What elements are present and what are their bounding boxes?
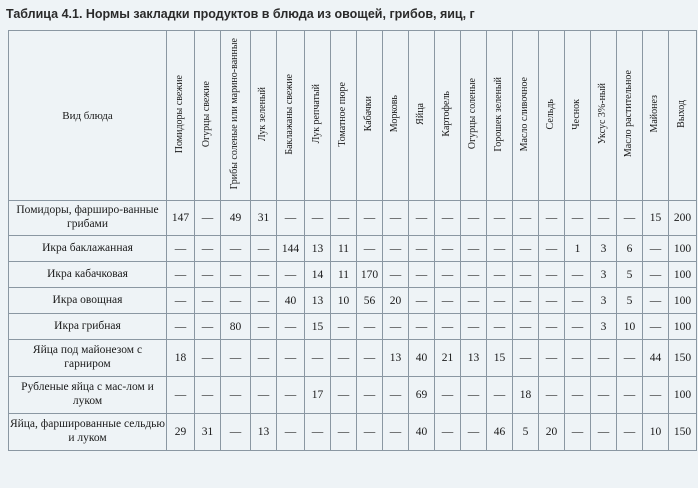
value-cell: —	[617, 377, 643, 414]
value-cell: —	[565, 314, 591, 340]
value-cell: —	[461, 262, 487, 288]
value-cell: —	[487, 377, 513, 414]
value-cell: 21	[435, 340, 461, 377]
value-cell: —	[591, 414, 617, 451]
value-cell: —	[643, 262, 669, 288]
value-cell: —	[513, 340, 539, 377]
value-cell: 11	[331, 236, 357, 262]
value-cell: —	[221, 414, 251, 451]
col-header-tomato-puree: Томатное пюре	[331, 31, 357, 201]
value-cell: —	[383, 201, 409, 236]
value-cell: —	[409, 288, 435, 314]
value-cell: —	[383, 236, 409, 262]
value-cell: —	[221, 262, 251, 288]
value-cell: —	[539, 201, 565, 236]
col-header-dish: Вид блюда	[9, 31, 167, 201]
value-cell: —	[487, 262, 513, 288]
value-cell: —	[195, 236, 221, 262]
value-cell: —	[305, 201, 331, 236]
value-cell: —	[357, 201, 383, 236]
value-cell: —	[195, 340, 221, 377]
value-cell: 15	[643, 201, 669, 236]
value-cell: —	[565, 340, 591, 377]
value-cell: 40	[277, 288, 305, 314]
col-header-cucumbers-salted: Огурцы соленые	[461, 31, 487, 201]
value-cell: —	[167, 262, 195, 288]
value-cell: —	[513, 314, 539, 340]
value-cell: —	[277, 314, 305, 340]
value-cell: —	[617, 201, 643, 236]
value-cell: 15	[487, 340, 513, 377]
value-cell: —	[221, 340, 251, 377]
value-cell: —	[539, 340, 565, 377]
value-cell: —	[513, 262, 539, 288]
value-cell: 46	[487, 414, 513, 451]
value-cell: 17	[305, 377, 331, 414]
value-cell: —	[435, 414, 461, 451]
value-cell: —	[167, 236, 195, 262]
value-cell: 3	[591, 236, 617, 262]
value-cell: 1	[565, 236, 591, 262]
table-row	[9, 340, 697, 377]
value-cell: 13	[461, 340, 487, 377]
value-cell: —	[435, 262, 461, 288]
value-cell: —	[277, 377, 305, 414]
value-cell: —	[251, 288, 277, 314]
value-cell: —	[461, 314, 487, 340]
col-header-carrot: Морковь	[383, 31, 409, 201]
value-cell: 29	[167, 414, 195, 451]
col-header-onion: Лук репчатый	[305, 31, 331, 201]
value-cell: —	[643, 288, 669, 314]
value-cell: 100	[669, 236, 697, 262]
value-cell: —	[435, 201, 461, 236]
value-cell: —	[195, 377, 221, 414]
dish-name-cell: Икра грибная	[9, 314, 167, 340]
value-cell: —	[331, 414, 357, 451]
value-cell: —	[591, 340, 617, 377]
value-cell: 44	[643, 340, 669, 377]
value-cell: —	[565, 414, 591, 451]
value-cell: —	[167, 288, 195, 314]
value-cell: —	[357, 414, 383, 451]
value-cell: 150	[669, 414, 697, 451]
value-cell: —	[221, 377, 251, 414]
value-cell: —	[643, 314, 669, 340]
table-row	[9, 288, 697, 314]
value-cell: 20	[539, 414, 565, 451]
col-header-potato: Картофель	[435, 31, 461, 201]
col-header-garlic: Чеснок	[565, 31, 591, 201]
dish-name-cell: Икра баклажанная	[9, 236, 167, 262]
value-cell: —	[461, 414, 487, 451]
col-header-yield: Выход	[669, 31, 697, 201]
col-header-green-onion: Лук зеленый	[251, 31, 277, 201]
value-cell: —	[383, 314, 409, 340]
value-cell: 11	[331, 262, 357, 288]
value-cell: 69	[409, 377, 435, 414]
value-cell: —	[539, 236, 565, 262]
value-cell: —	[409, 262, 435, 288]
value-cell: —	[277, 262, 305, 288]
value-cell: —	[513, 201, 539, 236]
value-cell: —	[195, 288, 221, 314]
value-cell: —	[461, 377, 487, 414]
value-cell: 56	[357, 288, 383, 314]
value-cell: 144	[277, 236, 305, 262]
col-header-butter: Масло сливочное	[513, 31, 539, 201]
value-cell: —	[643, 236, 669, 262]
value-cell: —	[383, 262, 409, 288]
value-cell: —	[461, 236, 487, 262]
value-cell: —	[331, 340, 357, 377]
table-row	[9, 414, 697, 451]
col-header-eggplant: Баклажаны свежие	[277, 31, 305, 201]
value-cell: —	[435, 314, 461, 340]
value-cell: 13	[305, 288, 331, 314]
value-cell: —	[251, 236, 277, 262]
value-cell: 100	[669, 314, 697, 340]
value-cell: 49	[221, 201, 251, 236]
value-cell: —	[167, 314, 195, 340]
col-header-vegetable-oil: Масло растительное	[617, 31, 643, 201]
value-cell: —	[277, 414, 305, 451]
value-cell: —	[331, 377, 357, 414]
value-cell: —	[383, 414, 409, 451]
value-cell: 170	[357, 262, 383, 288]
value-cell: —	[435, 288, 461, 314]
value-cell: —	[167, 377, 195, 414]
value-cell: —	[195, 314, 221, 340]
value-cell: —	[539, 377, 565, 414]
value-cell: —	[251, 262, 277, 288]
value-cell: —	[461, 201, 487, 236]
value-cell: —	[305, 414, 331, 451]
value-cell: —	[383, 377, 409, 414]
value-cell: 10	[617, 314, 643, 340]
value-cell: —	[331, 314, 357, 340]
value-cell: —	[331, 201, 357, 236]
value-cell: —	[617, 340, 643, 377]
col-header-mushrooms-pickled: Грибы соленые или марино-ванные	[221, 31, 251, 201]
value-cell: —	[487, 314, 513, 340]
col-header-tomatoes-fresh: Помидоры свежие	[167, 31, 195, 201]
value-cell: 147	[167, 201, 195, 236]
value-cell: 40	[409, 414, 435, 451]
value-cell: —	[251, 340, 277, 377]
value-cell: 5	[513, 414, 539, 451]
value-cell: —	[487, 288, 513, 314]
value-cell: 13	[305, 236, 331, 262]
value-cell: 5	[617, 262, 643, 288]
value-cell: —	[487, 236, 513, 262]
value-cell: 80	[221, 314, 251, 340]
dish-name-cell: Рубленые яйца с мас-лом и луком	[9, 377, 167, 414]
norms-table	[8, 30, 697, 451]
value-cell: 150	[669, 340, 697, 377]
value-cell: 13	[251, 414, 277, 451]
table-row	[9, 201, 697, 236]
value-cell: 31	[251, 201, 277, 236]
dish-name-cell: Яйца, фаршированные сельдью и луком	[9, 414, 167, 451]
value-cell: —	[195, 201, 221, 236]
value-cell: —	[357, 377, 383, 414]
value-cell: —	[195, 262, 221, 288]
value-cell: —	[251, 314, 277, 340]
table-row	[9, 314, 697, 340]
dish-name-cell: Икра кабачковая	[9, 262, 167, 288]
value-cell: —	[221, 288, 251, 314]
value-cell: —	[565, 262, 591, 288]
col-header-mayonnaise: Майонез	[643, 31, 669, 201]
value-cell: —	[487, 201, 513, 236]
value-cell: —	[277, 201, 305, 236]
value-cell: 3	[591, 314, 617, 340]
col-header-vinegar: Уксус 3%-ный	[591, 31, 617, 201]
value-cell: —	[409, 201, 435, 236]
value-cell: —	[251, 377, 277, 414]
value-cell: —	[617, 414, 643, 451]
value-cell: 18	[513, 377, 539, 414]
value-cell: —	[357, 314, 383, 340]
value-cell: —	[357, 340, 383, 377]
value-cell: —	[461, 288, 487, 314]
header-row	[9, 31, 697, 201]
value-cell: 10	[331, 288, 357, 314]
table-row	[9, 377, 697, 414]
value-cell: 20	[383, 288, 409, 314]
col-header-eggs: Яйца	[409, 31, 435, 201]
value-cell: —	[591, 201, 617, 236]
value-cell: 100	[669, 262, 697, 288]
value-cell: —	[513, 236, 539, 262]
value-cell: 200	[669, 201, 697, 236]
dish-name-cell: Помидоры, фарширо-ванные грибами	[9, 201, 167, 236]
value-cell: —	[409, 314, 435, 340]
col-header-zucchini: Кабачки	[357, 31, 383, 201]
value-cell: —	[435, 377, 461, 414]
col-header-cucumbers-fresh: Огурцы свежие	[195, 31, 221, 201]
value-cell: 3	[591, 288, 617, 314]
value-cell: 3	[591, 262, 617, 288]
value-cell: 15	[305, 314, 331, 340]
value-cell: —	[565, 377, 591, 414]
table-row	[9, 236, 697, 262]
table-row	[9, 262, 697, 288]
value-cell: —	[565, 201, 591, 236]
value-cell: —	[565, 288, 591, 314]
value-cell: —	[409, 236, 435, 262]
dish-name-cell: Икра овощная	[9, 288, 167, 314]
value-cell: 18	[167, 340, 195, 377]
value-cell: —	[539, 314, 565, 340]
value-cell: 6	[617, 236, 643, 262]
value-cell: 31	[195, 414, 221, 451]
value-cell: —	[539, 262, 565, 288]
table-title: Таблица 4.1. Нормы закладки продуктов в блюда из овощей, грибов, яиц, г	[6, 7, 475, 21]
col-header-herring: Сельдь	[539, 31, 565, 201]
value-cell: 100	[669, 288, 697, 314]
value-cell: —	[643, 377, 669, 414]
value-cell: 5	[617, 288, 643, 314]
value-cell: 40	[409, 340, 435, 377]
value-cell: 13	[383, 340, 409, 377]
value-cell: 10	[643, 414, 669, 451]
value-cell: 100	[669, 377, 697, 414]
value-cell: —	[357, 236, 383, 262]
value-cell: —	[277, 340, 305, 377]
value-cell: —	[591, 377, 617, 414]
value-cell: —	[435, 236, 461, 262]
value-cell: —	[305, 340, 331, 377]
dish-name-cell: Яйца под майонезом с гарниром	[9, 340, 167, 377]
value-cell: —	[539, 288, 565, 314]
value-cell: 14	[305, 262, 331, 288]
value-cell: —	[221, 236, 251, 262]
value-cell: —	[513, 288, 539, 314]
col-header-green-peas: Горошек зеленый	[487, 31, 513, 201]
